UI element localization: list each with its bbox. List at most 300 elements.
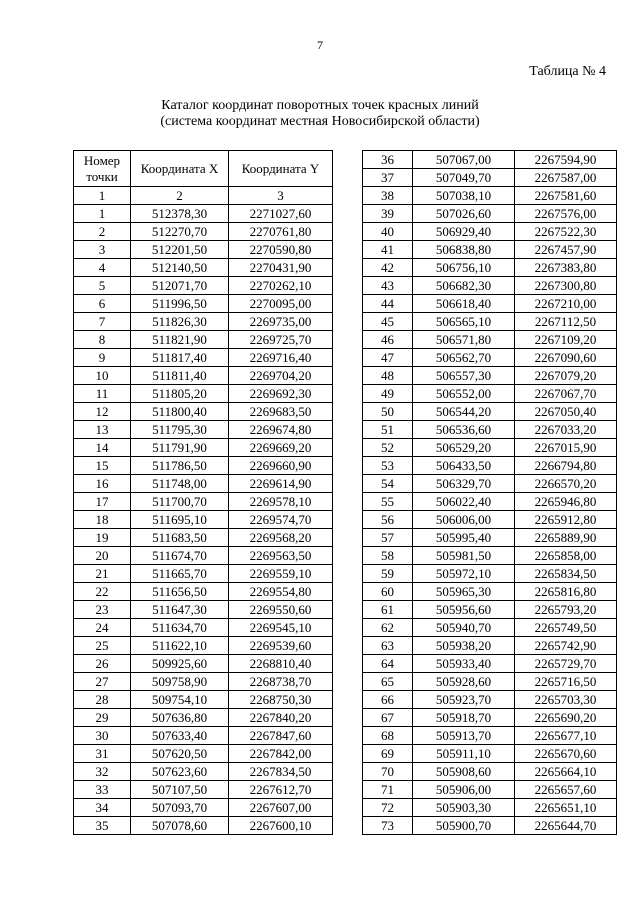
coordinate-y: 2267300,80 — [515, 277, 617, 295]
coordinate-x: 506838,80 — [413, 241, 515, 259]
coordinate-y: 2267847,60 — [229, 727, 333, 745]
coordinate-y: 2269674,80 — [229, 421, 333, 439]
table-row — [74, 799, 333, 817]
coordinates-table-left — [73, 150, 333, 835]
coordinate-x: 505928,60 — [413, 673, 515, 691]
coordinate-y: 2269614,90 — [229, 475, 333, 493]
table-row — [363, 277, 617, 295]
table-row — [74, 313, 333, 331]
point-number: 52 — [363, 439, 413, 457]
coordinate-x: 512071,70 — [131, 277, 229, 295]
coordinate-y: 2265651,10 — [515, 799, 617, 817]
coordinate-y: 2267834,50 — [229, 763, 333, 781]
point-number: 64 — [363, 655, 413, 673]
point-number: 19 — [74, 529, 131, 547]
coordinate-x: 506544,20 — [413, 403, 515, 421]
table-row — [74, 493, 333, 511]
coordinate-y: 2265677,10 — [515, 727, 617, 745]
table-row — [363, 367, 617, 385]
point-number: 14 — [74, 439, 131, 457]
coordinate-y: 2267079,20 — [515, 367, 617, 385]
coordinate-x: 506022,40 — [413, 493, 515, 511]
coordinate-y: 2267522,30 — [515, 223, 617, 241]
table-row — [74, 583, 333, 601]
coordinate-x: 506552,00 — [413, 385, 515, 403]
table-row — [74, 547, 333, 565]
coordinate-y: 2267090,60 — [515, 349, 617, 367]
coordinate-x: 511817,40 — [131, 349, 229, 367]
point-number: 65 — [363, 673, 413, 691]
point-number: 62 — [363, 619, 413, 637]
coordinate-x: 506006,00 — [413, 511, 515, 529]
coordinate-x: 511647,30 — [131, 601, 229, 619]
point-number: 23 — [74, 601, 131, 619]
table-row — [74, 241, 333, 259]
coordinate-x: 509925,60 — [131, 655, 229, 673]
point-number: 67 — [363, 709, 413, 727]
point-number: 38 — [363, 187, 413, 205]
coordinate-x: 506433,50 — [413, 457, 515, 475]
table-row — [74, 817, 333, 835]
coordinate-y: 2266570,20 — [515, 475, 617, 493]
point-number: 33 — [74, 781, 131, 799]
point-number: 28 — [74, 691, 131, 709]
coordinate-x: 511674,70 — [131, 547, 229, 565]
coordinate-x: 511656,50 — [131, 583, 229, 601]
coordinate-x: 506682,30 — [413, 277, 515, 295]
table-row — [74, 331, 333, 349]
coordinate-x: 506536,60 — [413, 421, 515, 439]
coordinate-x: 505940,70 — [413, 619, 515, 637]
coordinate-x: 511683,50 — [131, 529, 229, 547]
coordinate-x: 506557,30 — [413, 367, 515, 385]
table-row — [74, 259, 333, 277]
point-number: 2 — [74, 223, 131, 241]
coordinate-x: 505965,30 — [413, 583, 515, 601]
coordinate-x: 505918,70 — [413, 709, 515, 727]
coordinate-x: 505903,30 — [413, 799, 515, 817]
coordinate-y: 2269550,60 — [229, 601, 333, 619]
coordinate-x: 511700,70 — [131, 493, 229, 511]
header-y: Координата Y — [229, 151, 333, 187]
table-row — [363, 655, 617, 673]
point-number: 53 — [363, 457, 413, 475]
table-row — [363, 187, 617, 205]
coordinate-x: 511805,20 — [131, 385, 229, 403]
table-row — [363, 475, 617, 493]
column-number-y: 3 — [229, 187, 333, 205]
point-number: 11 — [74, 385, 131, 403]
point-number: 50 — [363, 403, 413, 421]
column-number-point: 1 — [74, 187, 131, 205]
coordinate-x: 506562,70 — [413, 349, 515, 367]
point-number: 73 — [363, 817, 413, 835]
point-number: 40 — [363, 223, 413, 241]
table-row — [363, 493, 617, 511]
point-number: 26 — [74, 655, 131, 673]
coordinate-y: 2265716,50 — [515, 673, 617, 691]
coordinate-y: 2268738,70 — [229, 673, 333, 691]
point-number: 5 — [74, 277, 131, 295]
table-row — [363, 529, 617, 547]
table-row — [363, 223, 617, 241]
coordinate-y: 2267050,40 — [515, 403, 617, 421]
coordinate-y: 2267112,50 — [515, 313, 617, 331]
point-number: 61 — [363, 601, 413, 619]
header-point: Номер точки — [74, 151, 131, 187]
point-number: 9 — [74, 349, 131, 367]
table-row — [363, 799, 617, 817]
coordinate-y: 2267840,20 — [229, 709, 333, 727]
coordinate-y: 2267457,90 — [515, 241, 617, 259]
coordinate-y: 2265889,90 — [515, 529, 617, 547]
coordinate-x: 505913,70 — [413, 727, 515, 745]
table-row — [74, 727, 333, 745]
point-number: 27 — [74, 673, 131, 691]
table-row — [363, 313, 617, 331]
coordinate-x: 505972,10 — [413, 565, 515, 583]
point-number: 58 — [363, 547, 413, 565]
coordinate-y: 2269545,10 — [229, 619, 333, 637]
coordinate-x: 507093,70 — [131, 799, 229, 817]
coordinate-x: 512270,70 — [131, 223, 229, 241]
coordinate-y: 2265912,80 — [515, 511, 617, 529]
coordinate-x: 507623,60 — [131, 763, 229, 781]
page-number: 7 — [317, 38, 323, 52]
table-row — [74, 295, 333, 313]
table-row — [74, 619, 333, 637]
coordinate-y: 2268810,40 — [229, 655, 333, 673]
coordinate-y: 2265946,80 — [515, 493, 617, 511]
table-row — [363, 763, 617, 781]
point-number: 18 — [74, 511, 131, 529]
coordinate-y: 2265664,10 — [515, 763, 617, 781]
coordinate-x: 507633,40 — [131, 727, 229, 745]
coordinate-x: 506571,80 — [413, 331, 515, 349]
coordinate-x: 505938,20 — [413, 637, 515, 655]
point-number: 8 — [74, 331, 131, 349]
table-row — [74, 511, 333, 529]
coordinate-x: 509754,10 — [131, 691, 229, 709]
coordinate-y: 2269578,10 — [229, 493, 333, 511]
page-title — [0, 98, 640, 130]
point-number: 1 — [74, 205, 131, 223]
point-number: 36 — [363, 151, 413, 169]
coordinate-x: 511811,40 — [131, 367, 229, 385]
point-number: 24 — [74, 619, 131, 637]
coordinate-y: 2267033,20 — [515, 421, 617, 439]
coordinate-y: 2270761,80 — [229, 223, 333, 241]
coordinate-x: 505956,60 — [413, 601, 515, 619]
coordinate-x: 511800,40 — [131, 403, 229, 421]
table-row — [363, 619, 617, 637]
table-row — [363, 727, 617, 745]
point-number: 49 — [363, 385, 413, 403]
point-number: 56 — [363, 511, 413, 529]
coordinate-y: 2269669,20 — [229, 439, 333, 457]
coordinate-y: 2269704,20 — [229, 367, 333, 385]
point-number: 70 — [363, 763, 413, 781]
point-number: 57 — [363, 529, 413, 547]
point-number: 54 — [363, 475, 413, 493]
coordinate-y: 2271027,60 — [229, 205, 333, 223]
point-number: 69 — [363, 745, 413, 763]
coordinate-x: 511665,70 — [131, 565, 229, 583]
table-row — [74, 385, 333, 403]
coordinate-y: 2267600,10 — [229, 817, 333, 835]
coordinate-x: 507620,50 — [131, 745, 229, 763]
coordinate-x: 505923,70 — [413, 691, 515, 709]
point-number: 12 — [74, 403, 131, 421]
table-row — [363, 547, 617, 565]
coordinate-y: 2269568,20 — [229, 529, 333, 547]
column-number-row — [74, 187, 333, 205]
point-number: 13 — [74, 421, 131, 439]
table-row — [74, 529, 333, 547]
point-number: 3 — [74, 241, 131, 259]
table-row — [74, 637, 333, 655]
point-number: 7 — [74, 313, 131, 331]
coordinate-x: 507049,70 — [413, 169, 515, 187]
coordinate-y: 2269574,70 — [229, 511, 333, 529]
point-number: 29 — [74, 709, 131, 727]
header-row — [74, 151, 333, 187]
coordinate-x: 511786,50 — [131, 457, 229, 475]
table-row — [363, 673, 617, 691]
table-row — [74, 439, 333, 457]
point-number: 17 — [74, 493, 131, 511]
point-number: 46 — [363, 331, 413, 349]
coordinate-y: 2269683,50 — [229, 403, 333, 421]
table-row — [363, 601, 617, 619]
table-row — [74, 277, 333, 295]
coordinate-x: 506929,40 — [413, 223, 515, 241]
coordinate-y: 2267015,90 — [515, 439, 617, 457]
coordinate-x: 505911,10 — [413, 745, 515, 763]
coordinate-y: 2267067,70 — [515, 385, 617, 403]
coordinate-y: 2265703,30 — [515, 691, 617, 709]
coordinate-y: 2267383,80 — [515, 259, 617, 277]
coordinate-x: 507026,60 — [413, 205, 515, 223]
coordinate-y: 2269716,40 — [229, 349, 333, 367]
point-number: 6 — [74, 295, 131, 313]
coordinate-x: 511791,90 — [131, 439, 229, 457]
point-number: 63 — [363, 637, 413, 655]
coordinate-x: 507107,50 — [131, 781, 229, 799]
table-row — [363, 457, 617, 475]
table-row — [363, 565, 617, 583]
point-number: 55 — [363, 493, 413, 511]
coordinate-y: 2267612,70 — [229, 781, 333, 799]
table-row — [363, 331, 617, 349]
table-row — [74, 565, 333, 583]
point-number: 22 — [74, 583, 131, 601]
coordinate-x: 509758,90 — [131, 673, 229, 691]
coordinate-y: 2267842,00 — [229, 745, 333, 763]
point-number: 4 — [74, 259, 131, 277]
table-row — [363, 637, 617, 655]
table-row — [363, 421, 617, 439]
table-row — [74, 691, 333, 709]
point-number: 21 — [74, 565, 131, 583]
coordinate-x: 507636,80 — [131, 709, 229, 727]
coordinate-x: 511795,30 — [131, 421, 229, 439]
table-row — [74, 781, 333, 799]
coordinate-x: 505908,60 — [413, 763, 515, 781]
point-number: 59 — [363, 565, 413, 583]
coordinate-y: 2270431,90 — [229, 259, 333, 277]
table-row — [74, 367, 333, 385]
point-number: 45 — [363, 313, 413, 331]
table-row — [74, 709, 333, 727]
header-x: Координата X — [131, 151, 229, 187]
title-line-1: Каталог координат поворотных точек красных линий — [161, 98, 479, 113]
coordinate-y: 2265793,20 — [515, 601, 617, 619]
coordinate-y: 2265742,90 — [515, 637, 617, 655]
coordinate-y: 2267210,00 — [515, 295, 617, 313]
coordinate-x: 511695,10 — [131, 511, 229, 529]
table-row — [74, 349, 333, 367]
title-line-2: (система координат местная Новосибирской области) — [160, 114, 480, 129]
point-number: 16 — [74, 475, 131, 493]
point-number: 32 — [74, 763, 131, 781]
coordinate-x: 506756,10 — [413, 259, 515, 277]
coordinate-x: 507078,60 — [131, 817, 229, 835]
coordinate-x: 511622,10 — [131, 637, 229, 655]
coordinate-y: 2267109,20 — [515, 331, 617, 349]
coordinate-x: 507067,00 — [413, 151, 515, 169]
table-row — [74, 601, 333, 619]
point-number: 10 — [74, 367, 131, 385]
coordinate-y: 2267607,00 — [229, 799, 333, 817]
coordinate-x: 511634,70 — [131, 619, 229, 637]
coordinate-y: 2270262,10 — [229, 277, 333, 295]
point-number: 20 — [74, 547, 131, 565]
point-number: 71 — [363, 781, 413, 799]
point-number: 15 — [74, 457, 131, 475]
coordinate-x: 506565,10 — [413, 313, 515, 331]
point-number: 60 — [363, 583, 413, 601]
point-number: 72 — [363, 799, 413, 817]
coordinate-y: 2265858,00 — [515, 547, 617, 565]
table-row — [363, 241, 617, 259]
coordinate-y: 2270095,00 — [229, 295, 333, 313]
coordinates-table-right — [362, 150, 617, 835]
table-row — [363, 583, 617, 601]
coordinate-y: 2267581,60 — [515, 187, 617, 205]
point-number: 30 — [74, 727, 131, 745]
point-number: 34 — [74, 799, 131, 817]
coordinate-y: 2269563,50 — [229, 547, 333, 565]
coordinate-y: 2269692,30 — [229, 385, 333, 403]
coordinate-y: 2265657,60 — [515, 781, 617, 799]
coordinate-y: 2265690,20 — [515, 709, 617, 727]
coordinate-y: 2265670,60 — [515, 745, 617, 763]
table-row — [363, 151, 617, 169]
coordinate-x: 505981,50 — [413, 547, 515, 565]
coordinate-x: 506329,70 — [413, 475, 515, 493]
table-row — [363, 349, 617, 367]
table-row — [363, 403, 617, 421]
table-row — [74, 763, 333, 781]
point-number: 42 — [363, 259, 413, 277]
coordinate-x: 511748,00 — [131, 475, 229, 493]
point-number: 51 — [363, 421, 413, 439]
coordinate-x: 506618,40 — [413, 295, 515, 313]
coordinate-x: 505906,00 — [413, 781, 515, 799]
point-number: 48 — [363, 367, 413, 385]
coordinate-x: 512140,50 — [131, 259, 229, 277]
coordinate-x: 507038,10 — [413, 187, 515, 205]
coordinate-y: 2267587,00 — [515, 169, 617, 187]
table-row — [363, 817, 617, 835]
table-row — [363, 745, 617, 763]
coordinate-y: 2265816,80 — [515, 583, 617, 601]
coordinate-y: 2266794,80 — [515, 457, 617, 475]
coordinate-x: 505900,70 — [413, 817, 515, 835]
coordinate-y: 2269735,00 — [229, 313, 333, 331]
table-row — [363, 439, 617, 457]
point-number: 68 — [363, 727, 413, 745]
point-number: 35 — [74, 817, 131, 835]
table-row — [363, 295, 617, 313]
coordinate-y: 2269559,10 — [229, 565, 333, 583]
coordinate-y: 2269725,70 — [229, 331, 333, 349]
table-row — [363, 259, 617, 277]
coordinate-y: 2265644,70 — [515, 817, 617, 835]
table-row — [74, 223, 333, 241]
table-row — [74, 457, 333, 475]
coordinate-y: 2269539,60 — [229, 637, 333, 655]
point-number: 66 — [363, 691, 413, 709]
table-row — [363, 511, 617, 529]
coordinate-y: 2265749,50 — [515, 619, 617, 637]
table-row — [74, 475, 333, 493]
table-label: Таблица № 4 — [529, 64, 606, 79]
point-number: 43 — [363, 277, 413, 295]
coordinate-y: 2270590,80 — [229, 241, 333, 259]
point-number: 37 — [363, 169, 413, 187]
coordinate-x: 506529,20 — [413, 439, 515, 457]
coordinate-y: 2268750,30 — [229, 691, 333, 709]
table-row — [363, 709, 617, 727]
coordinate-x: 512201,50 — [131, 241, 229, 259]
coordinate-y: 2267576,00 — [515, 205, 617, 223]
point-number: 31 — [74, 745, 131, 763]
point-number: 25 — [74, 637, 131, 655]
table-row — [363, 169, 617, 187]
table-row — [74, 205, 333, 223]
coordinate-y: 2269554,80 — [229, 583, 333, 601]
coordinate-x: 505995,40 — [413, 529, 515, 547]
coordinate-x: 505933,40 — [413, 655, 515, 673]
table-row — [363, 205, 617, 223]
coordinate-x: 511821,90 — [131, 331, 229, 349]
point-number: 39 — [363, 205, 413, 223]
coordinate-x: 511996,50 — [131, 295, 229, 313]
point-number: 47 — [363, 349, 413, 367]
coordinate-x: 511826,30 — [131, 313, 229, 331]
coordinate-y: 2267594,90 — [515, 151, 617, 169]
coordinate-y: 2269660,90 — [229, 457, 333, 475]
table-row — [74, 655, 333, 673]
table-row — [74, 745, 333, 763]
column-number-x: 2 — [131, 187, 229, 205]
table-row — [363, 691, 617, 709]
point-number: 44 — [363, 295, 413, 313]
table-row — [74, 403, 333, 421]
coordinate-y: 2265834,50 — [515, 565, 617, 583]
